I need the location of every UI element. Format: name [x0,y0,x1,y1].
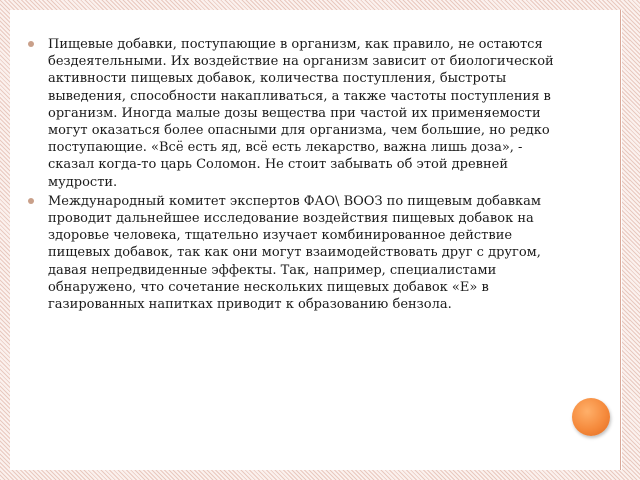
slide-side-line [620,10,621,470]
slide-content [26,36,566,315]
bullet-text-2: Международный комитет экспертов ФАО\ ВООЗ по пищевым добавкам проводит дальнейшее исследование воздействия пищевых добавок на здоровье человека, тщательно изучает комбинированное действие пищевых добавок, так как они могут взаимодействовать друг с другом, давая непредвиденные эффекты. Так, например, специалистами обнаружено, что сочетание нескольких пищевых добавок «Е» в газированных напитках приводит к образованию бензола. [48,193,542,313]
orange-circle-icon [572,398,610,436]
bullet-list [26,36,566,313]
bullet-icon [28,198,34,204]
bullet-text-1: Пищевые добавки, поступающие в организм, как правило, не остаются бездеятельными. Их воздействие на организм зависит от биологической активности пищевых добавок, количества поступления, быстроты выведения, способности накапливаться, а также частоты поступления в организм. Иногда малые дозы вещества при частой их применяемости могут оказаться более опасными для организма, чем большие, но редко поступающие. «Всё есть яд, всё есть лекарство, важна лишь доза», - сказал когда-то царь Соломон. Не стоит забывать об этой древней мудрости. [48,37,554,190]
bullet-icon [28,41,34,47]
bullet-item-1 [26,36,566,191]
slide-side-stripe [622,10,630,470]
bullet-item-2 [26,193,566,313]
